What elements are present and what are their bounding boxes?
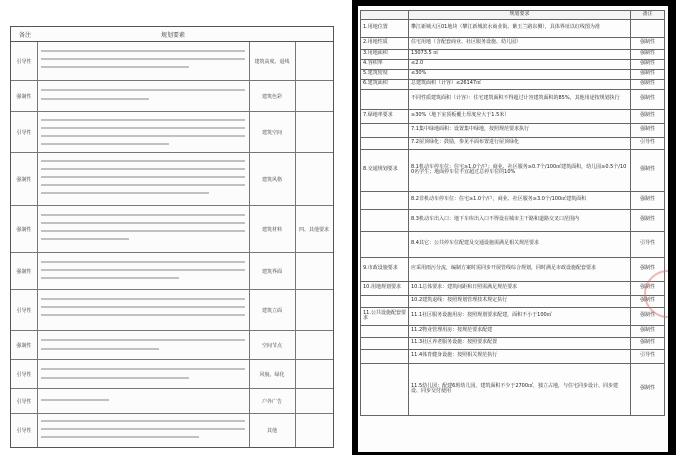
planning-requirements-table (360, 10, 665, 416)
table-row: 4.容积率 ≤2.0 强制性 (361, 59, 665, 69)
left-row: 强制性 建筑色彩 (11, 81, 333, 112)
table-row: 11.5幼儿园：配建6班幼儿园，建筑面积不少于2700㎡，独立占地，与住宅同步设计、同步建设、同步交付使用 强制性 (361, 363, 665, 415)
left-row: 引导性 风貌、绿化 (11, 360, 333, 389)
table-row: 不同性质建筑面积（计容）：住宅建筑面积不得超过计容建筑面积的85%，其他用途按规划执行 强制性 (361, 89, 665, 109)
table-row: 11.公共设施配套要求 11.1社区服务设施用房：按照规划要求配建，面积不小于100㎡ 强制性 (361, 307, 665, 325)
left-row: 强制性 建筑风格 (11, 153, 333, 206)
header-remark: 备注 (631, 11, 665, 20)
table-row: 7.绿地率要求 ≥30%（地下室顶板覆土厚度应大于1.5米） 强制性 (361, 109, 665, 123)
table-row: 8.3机动车出入口：地下车库出入口不得设在城市主干路和道路交叉口范围内 强制性 (361, 209, 665, 231)
page-divider (338, 0, 352, 455)
table-row: 11.2物业管理用房：按规范要求配建 强制性 (361, 325, 665, 337)
left-table-header (11, 27, 333, 42)
table-row: 11.3社区养老服务设施：按照要求配置 强制性 (361, 337, 665, 349)
left-row: 强制性 空间节点 (11, 331, 333, 360)
left-row: 引导性 建筑立面 (11, 290, 333, 331)
table-row: 1.用地位置 攀江新城大区01地块（攀江新城滨水商业街、紫玉兰路东侧），具体界址以红线图为准 (361, 19, 665, 37)
table-row: 7.1集中绿地面积：设置集中绿地，按照规范要求执行 强制性 (361, 123, 665, 137)
right-document-page (352, 0, 676, 455)
left-rotated-table (10, 26, 334, 448)
left-row: 引导性 户外广告 (11, 389, 333, 414)
table-row: 10.2建筑退线：按照规划管理技术规定执行 强制性 (361, 295, 665, 307)
table-row: 11.4体育健身设施：按照相关规范执行 引导性 (361, 349, 665, 363)
table-row: 6.建筑面积 总建筑面积（计容）≤26147㎡ 强制性 (361, 79, 665, 89)
table-row: 8.2非机动车停车位：住宅≥1.0个/户，商业、社区服务≥3.0个/100㎡建筑面积 强制性 (361, 191, 665, 209)
left-row: 强制性 建筑界面 (11, 253, 333, 290)
left-row: 引导性 建筑空间 (11, 112, 333, 153)
header-item (361, 11, 409, 20)
header-requirement: 规划要求 (409, 11, 631, 20)
left-row: 引导性 其他 (11, 414, 333, 447)
table-row: 9.市政设施要求 应采用雨污分流，编制方案时需同步开展管线综合规划，同时满足市政设施配套要求 强制性 (361, 257, 665, 281)
table-row: 8.交通规划要求 8.1机动车停车位：住宅≥1.0个/户；商业、社区服务≥0.7个/100㎡建筑面积，幼儿园≥0.5个/100名学生；地面停车位不宜超过总停车位的10% 强制性 (361, 149, 665, 191)
table-row: 8.4其它：公共停车位配建及交通设施需满足相关规范要求 引导性 (361, 231, 665, 257)
left-row: 引导性 建筑高度、退线 (11, 42, 333, 81)
table-row: 10.用地规划要求 10.1总体要求：建筑间距和日照需满足规范要求 强制性 (361, 281, 665, 295)
table-row: 3.用地面积 13073.5 ㎡ 强制性 (361, 49, 665, 59)
left-header-col1: 备注 (19, 32, 32, 39)
left-row: 强制性 建筑材料 四、其他要求 (11, 206, 333, 253)
table-row: 7.2屋顶绿化：鼓励，参见平面布置进行屋顶绿化 引导性 (361, 137, 665, 149)
table-header-row (361, 11, 665, 20)
table-row: 2.用地性质 住宅用地（含配套商业、社区服务设施、幼儿园） 强制性 (361, 37, 665, 49)
right-paper (358, 6, 668, 452)
left-header-col2: 规划要素 (161, 32, 186, 39)
table-row: 5.建筑密度 ≤30% 强制性 (361, 69, 665, 79)
